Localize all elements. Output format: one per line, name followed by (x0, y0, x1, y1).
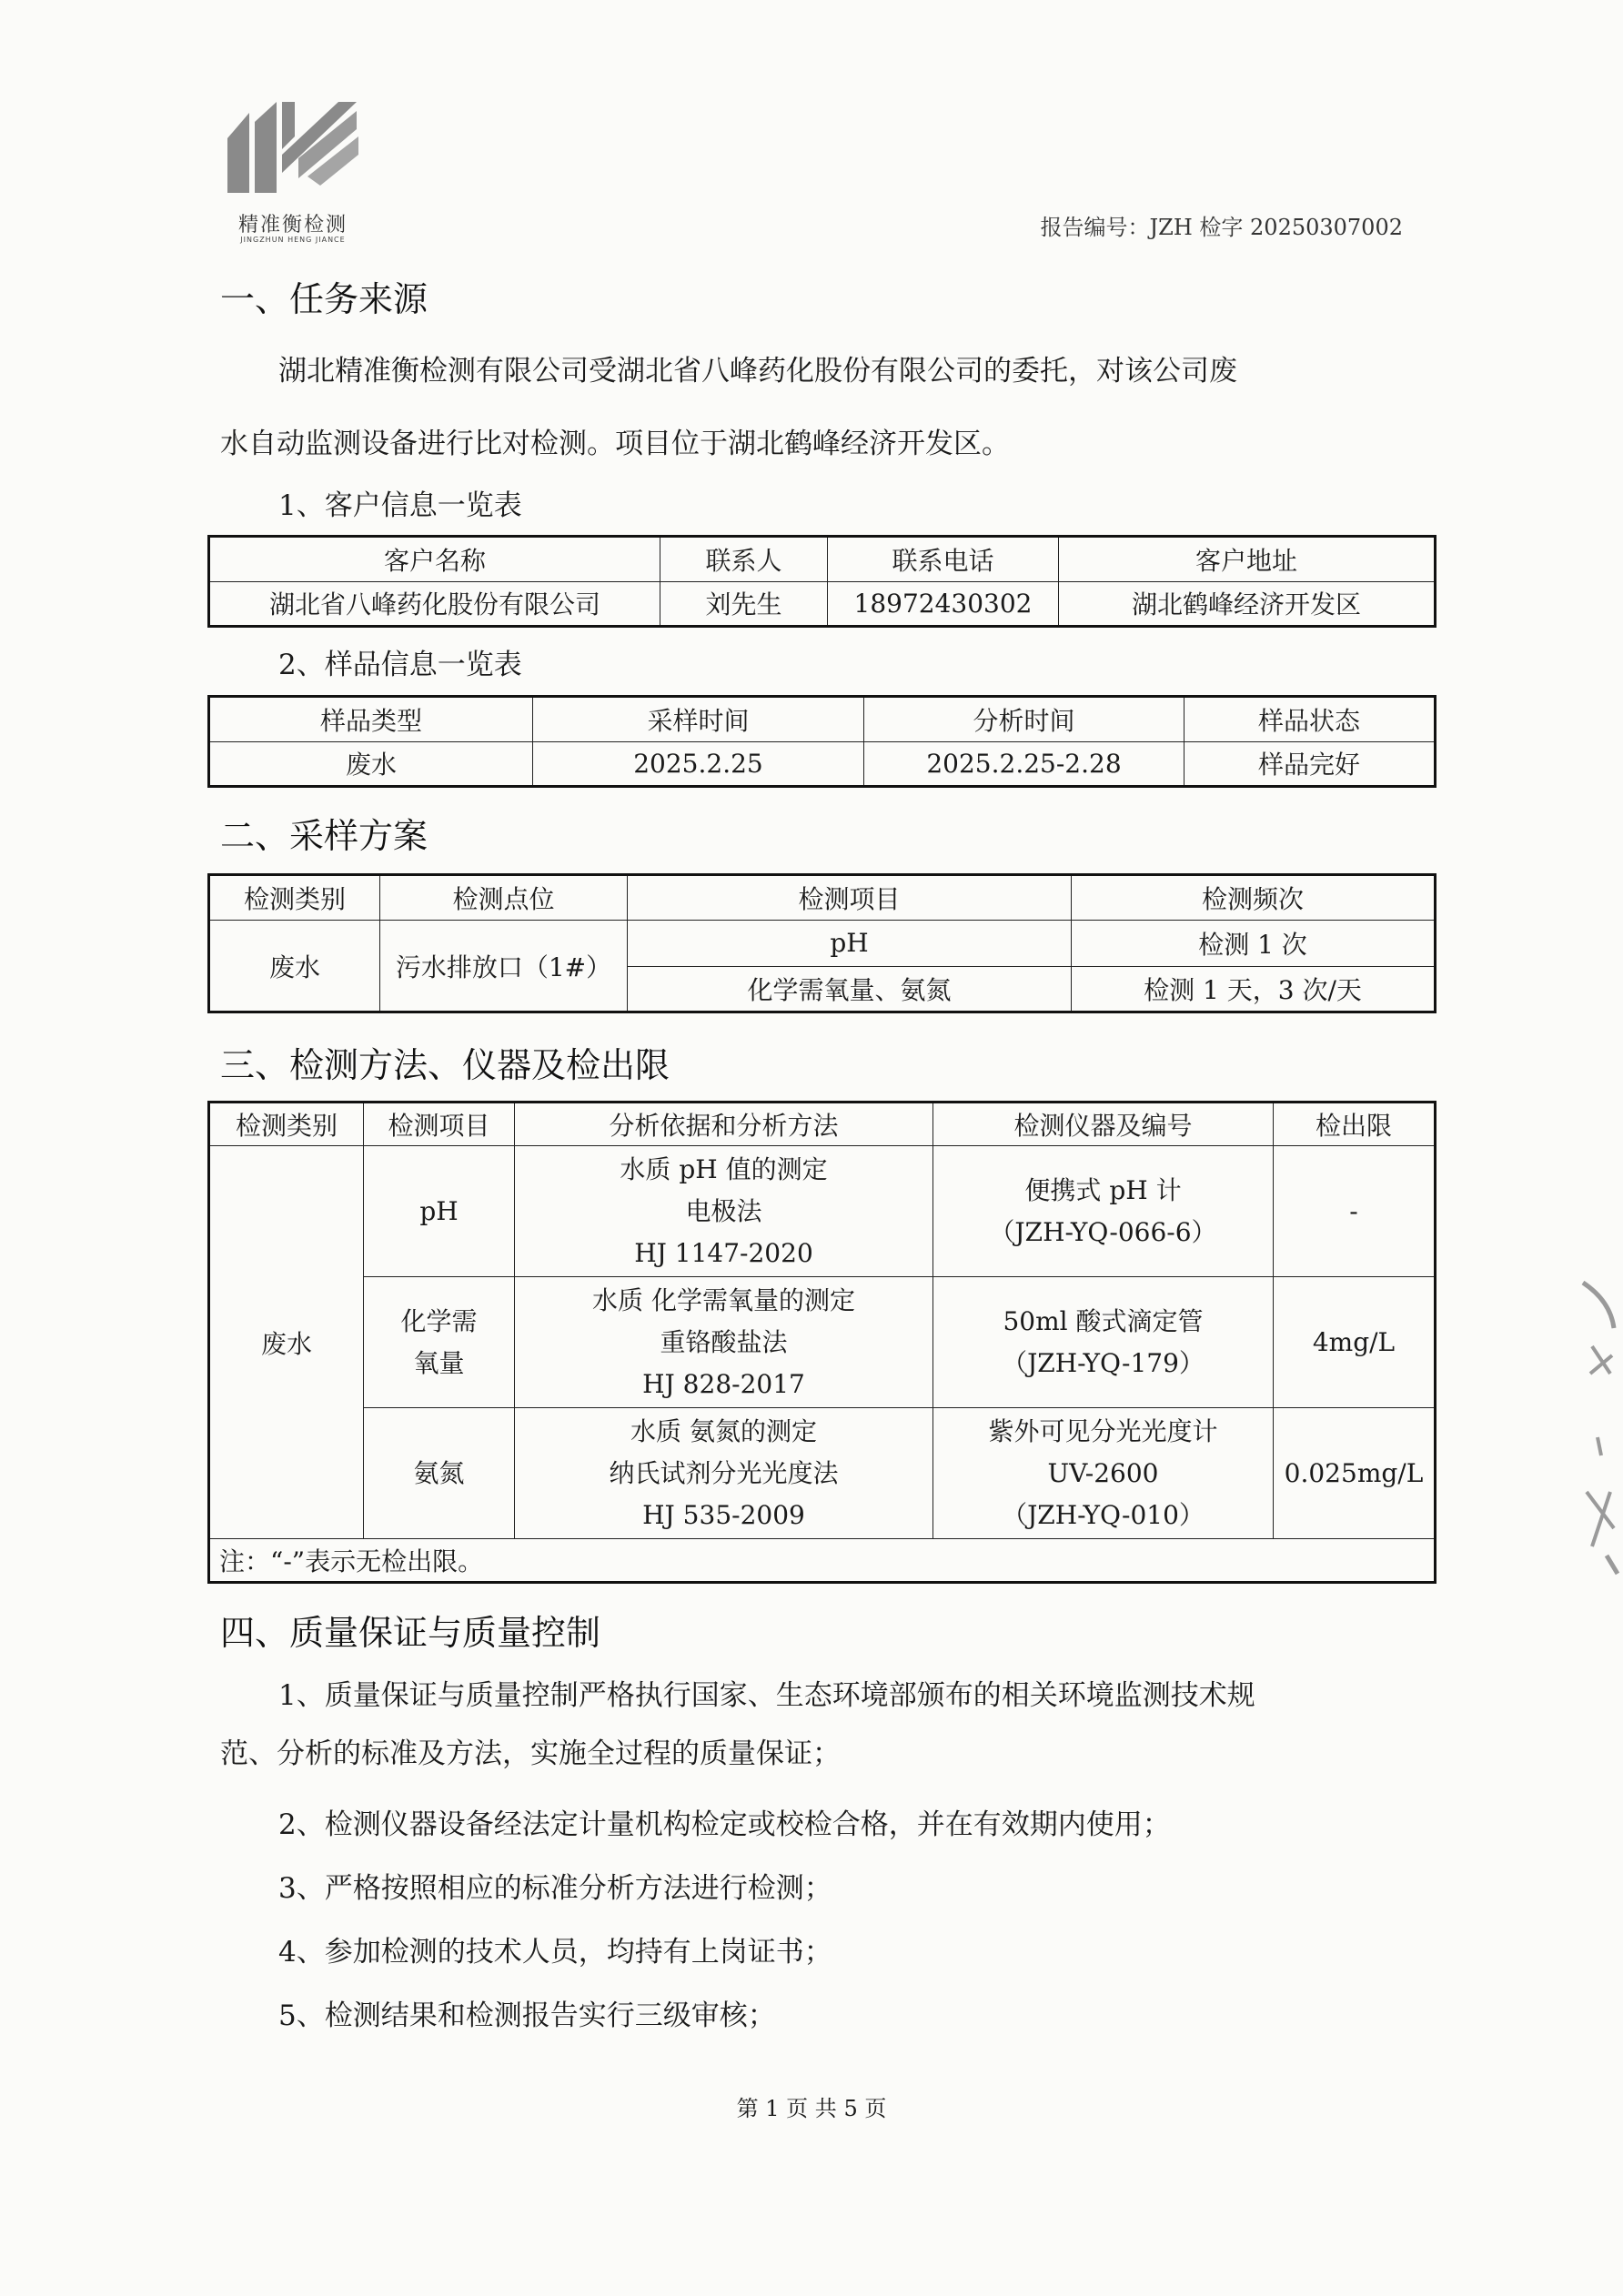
plan-category-cell: 废水 (209, 921, 380, 1012)
method-instrument-line: （JZH-YQ-066-6） (989, 1216, 1217, 1247)
qa-item-1-line2: 范、分析的标准及方法，实施全过程的质量保证； (220, 1737, 841, 1770)
plan-frequency-cell: 检测 1 天，3 次/天 (1072, 966, 1436, 1012)
method-instrument-line: 50ml 酸式滴定管 (1003, 1305, 1204, 1336)
method-method-line: 重铬酸盐法 (660, 1326, 788, 1357)
method-category-cell: 废水 (209, 1146, 364, 1539)
section2-title: 二、采样方案 (220, 816, 428, 856)
client-contact-cell: 刘先生 (660, 581, 828, 627)
client-info-table (207, 535, 1437, 628)
client-table-title: 1、客户信息一览表 (278, 489, 522, 522)
sample-analysis-time-cell: 2025.2.25-2.28 (864, 741, 1184, 787)
method-instrument-line: UV-2600 (1047, 1457, 1159, 1488)
sample-header-sampling-time: 采样时间 (533, 697, 864, 742)
method-instrument-line: 紫外可见分光光度计 (988, 1415, 1218, 1446)
qa-item-4: 4、参加检测的技术人员，均持有上岗证书； (278, 1936, 832, 1969)
method-header-instrument: 检测仪器及编号 (933, 1103, 1274, 1146)
plan-header-point: 检测点位 (380, 875, 628, 921)
method-instrument-line: （JZH-YQ-179） (1002, 1347, 1205, 1378)
method-instrument-cell (933, 1146, 1274, 1277)
qa-item-3: 3、严格按照相应的标准分析方法进行检测； (278, 1872, 832, 1905)
logo-chinese-name: 精准衡检测 (237, 214, 348, 237)
method-limit-cell: 0.025mg/L (1274, 1408, 1436, 1539)
client-phone-cell: 18972430302 (828, 581, 1059, 627)
method-item-line: 氨氮 (413, 1457, 465, 1488)
page-footer: 第 1 页 共 5 页 (736, 2096, 887, 2121)
sample-table-title: 2、样品信息一览表 (278, 649, 522, 681)
method-header-limit: 检出限 (1274, 1103, 1436, 1146)
section1-paragraph (220, 335, 1412, 408)
method-limit-cell: 4mg/L (1274, 1277, 1436, 1408)
sample-header-analysis-time: 分析时间 (864, 697, 1184, 742)
section1-paragraph-line1: 湖北精准衡检测有限公司受湖北省八峰药化股份有限公司的委托，对该公司废 (278, 355, 1237, 388)
method-item-line: 氧量 (413, 1347, 465, 1378)
client-name-cell: 湖北省八峰药化股份有限公司 (209, 581, 660, 627)
client-header-name: 客户名称 (209, 537, 660, 582)
client-header-contact: 联系人 (660, 537, 828, 582)
method-method-line: 纳氏试剂分光光度法 (609, 1457, 839, 1488)
plan-header-frequency: 检测频次 (1072, 875, 1436, 921)
sample-info-table (207, 695, 1437, 788)
section1-paragraph-line2: 水自动监测设备进行比对检测。项目位于湖北鹤峰经济开发区。 (220, 428, 1010, 460)
method-limit-cell: - (1274, 1146, 1436, 1277)
method-method-line: 水质 pH 值的测定 (620, 1153, 828, 1184)
method-instrument-line: 便携式 pH 计 (1024, 1174, 1182, 1205)
company-logo (211, 102, 375, 244)
plan-item-cell: pH (628, 921, 1072, 966)
method-method-line: 水质 氨氮的测定 (630, 1415, 817, 1446)
method-item-line: 化学需 (400, 1305, 478, 1336)
report-number: 报告编号：JZH 检字 20250307002 (1040, 215, 1403, 240)
qa-item-2: 2、检测仪器设备经法定计量机构检定或校检合格，并在有效期内使用； (278, 1808, 1171, 1841)
client-address-cell: 湖北鹤峰经济开发区 (1059, 581, 1436, 627)
method-table-note: 注：“-”表示无检出限。 (209, 1539, 1436, 1583)
method-method-cell (515, 1408, 933, 1539)
logo-english-name: JINGZHUN HENG JIANCE (240, 236, 346, 244)
section1-paragraph-2 (220, 408, 1412, 480)
plan-header-category: 检测类别 (209, 875, 380, 921)
method-item-line: pH (419, 1195, 459, 1226)
method-header-category: 检测类别 (209, 1103, 364, 1146)
method-method-cell (515, 1146, 933, 1277)
method-method-line: HJ 828-2017 (642, 1368, 805, 1399)
method-instrument-cell (933, 1277, 1274, 1408)
method-item-cell (364, 1146, 515, 1277)
section4-title: 四、质量保证与质量控制 (220, 1613, 601, 1653)
method-item-cell (364, 1277, 515, 1408)
sampling-plan-table (207, 873, 1437, 1013)
method-item-cell (364, 1408, 515, 1539)
qa-item-5: 5、检测结果和检测报告实行三级审核； (278, 1999, 776, 2032)
plan-frequency-cell: 检测 1 次 (1072, 921, 1436, 966)
qa-item-1-line1: 1、质量保证与质量控制严格执行国家、生态环境部颁布的相关环境监测技术规 (278, 1679, 1255, 1712)
method-method-line: HJ 535-2009 (642, 1499, 805, 1530)
sample-header-type: 样品类型 (209, 697, 533, 742)
method-header-item: 检测项目 (364, 1103, 515, 1146)
logo-mark-icon (220, 102, 366, 202)
methods-table (207, 1101, 1437, 1584)
method-instrument-line: （JZH-YQ-010） (1002, 1499, 1205, 1530)
sample-type-cell: 废水 (209, 741, 533, 787)
method-instrument-cell (933, 1408, 1274, 1539)
seal-stamp-fragment (1574, 1274, 1623, 1583)
client-header-phone: 联系电话 (828, 537, 1059, 582)
method-method-cell (515, 1277, 933, 1408)
client-header-address: 客户地址 (1059, 537, 1436, 582)
plan-point-cell: 污水排放口（1#） (380, 921, 628, 1012)
section3-title: 三、检测方法、仪器及检出限 (220, 1045, 670, 1085)
method-method-line: HJ 1147-2020 (634, 1237, 813, 1268)
plan-header-item: 检测项目 (628, 875, 1072, 921)
method-method-line: 电极法 (685, 1195, 762, 1226)
method-method-line: 水质 化学需氧量的测定 (592, 1284, 855, 1315)
sample-header-status: 样品状态 (1184, 697, 1436, 742)
plan-item-cell: 化学需氧量、氨氮 (628, 966, 1072, 1012)
method-header-method: 分析依据和分析方法 (515, 1103, 933, 1146)
sample-sampling-time-cell: 2025.2.25 (533, 741, 864, 787)
section1-title: 一、任务来源 (220, 279, 428, 319)
sample-status-cell: 样品完好 (1184, 741, 1436, 787)
